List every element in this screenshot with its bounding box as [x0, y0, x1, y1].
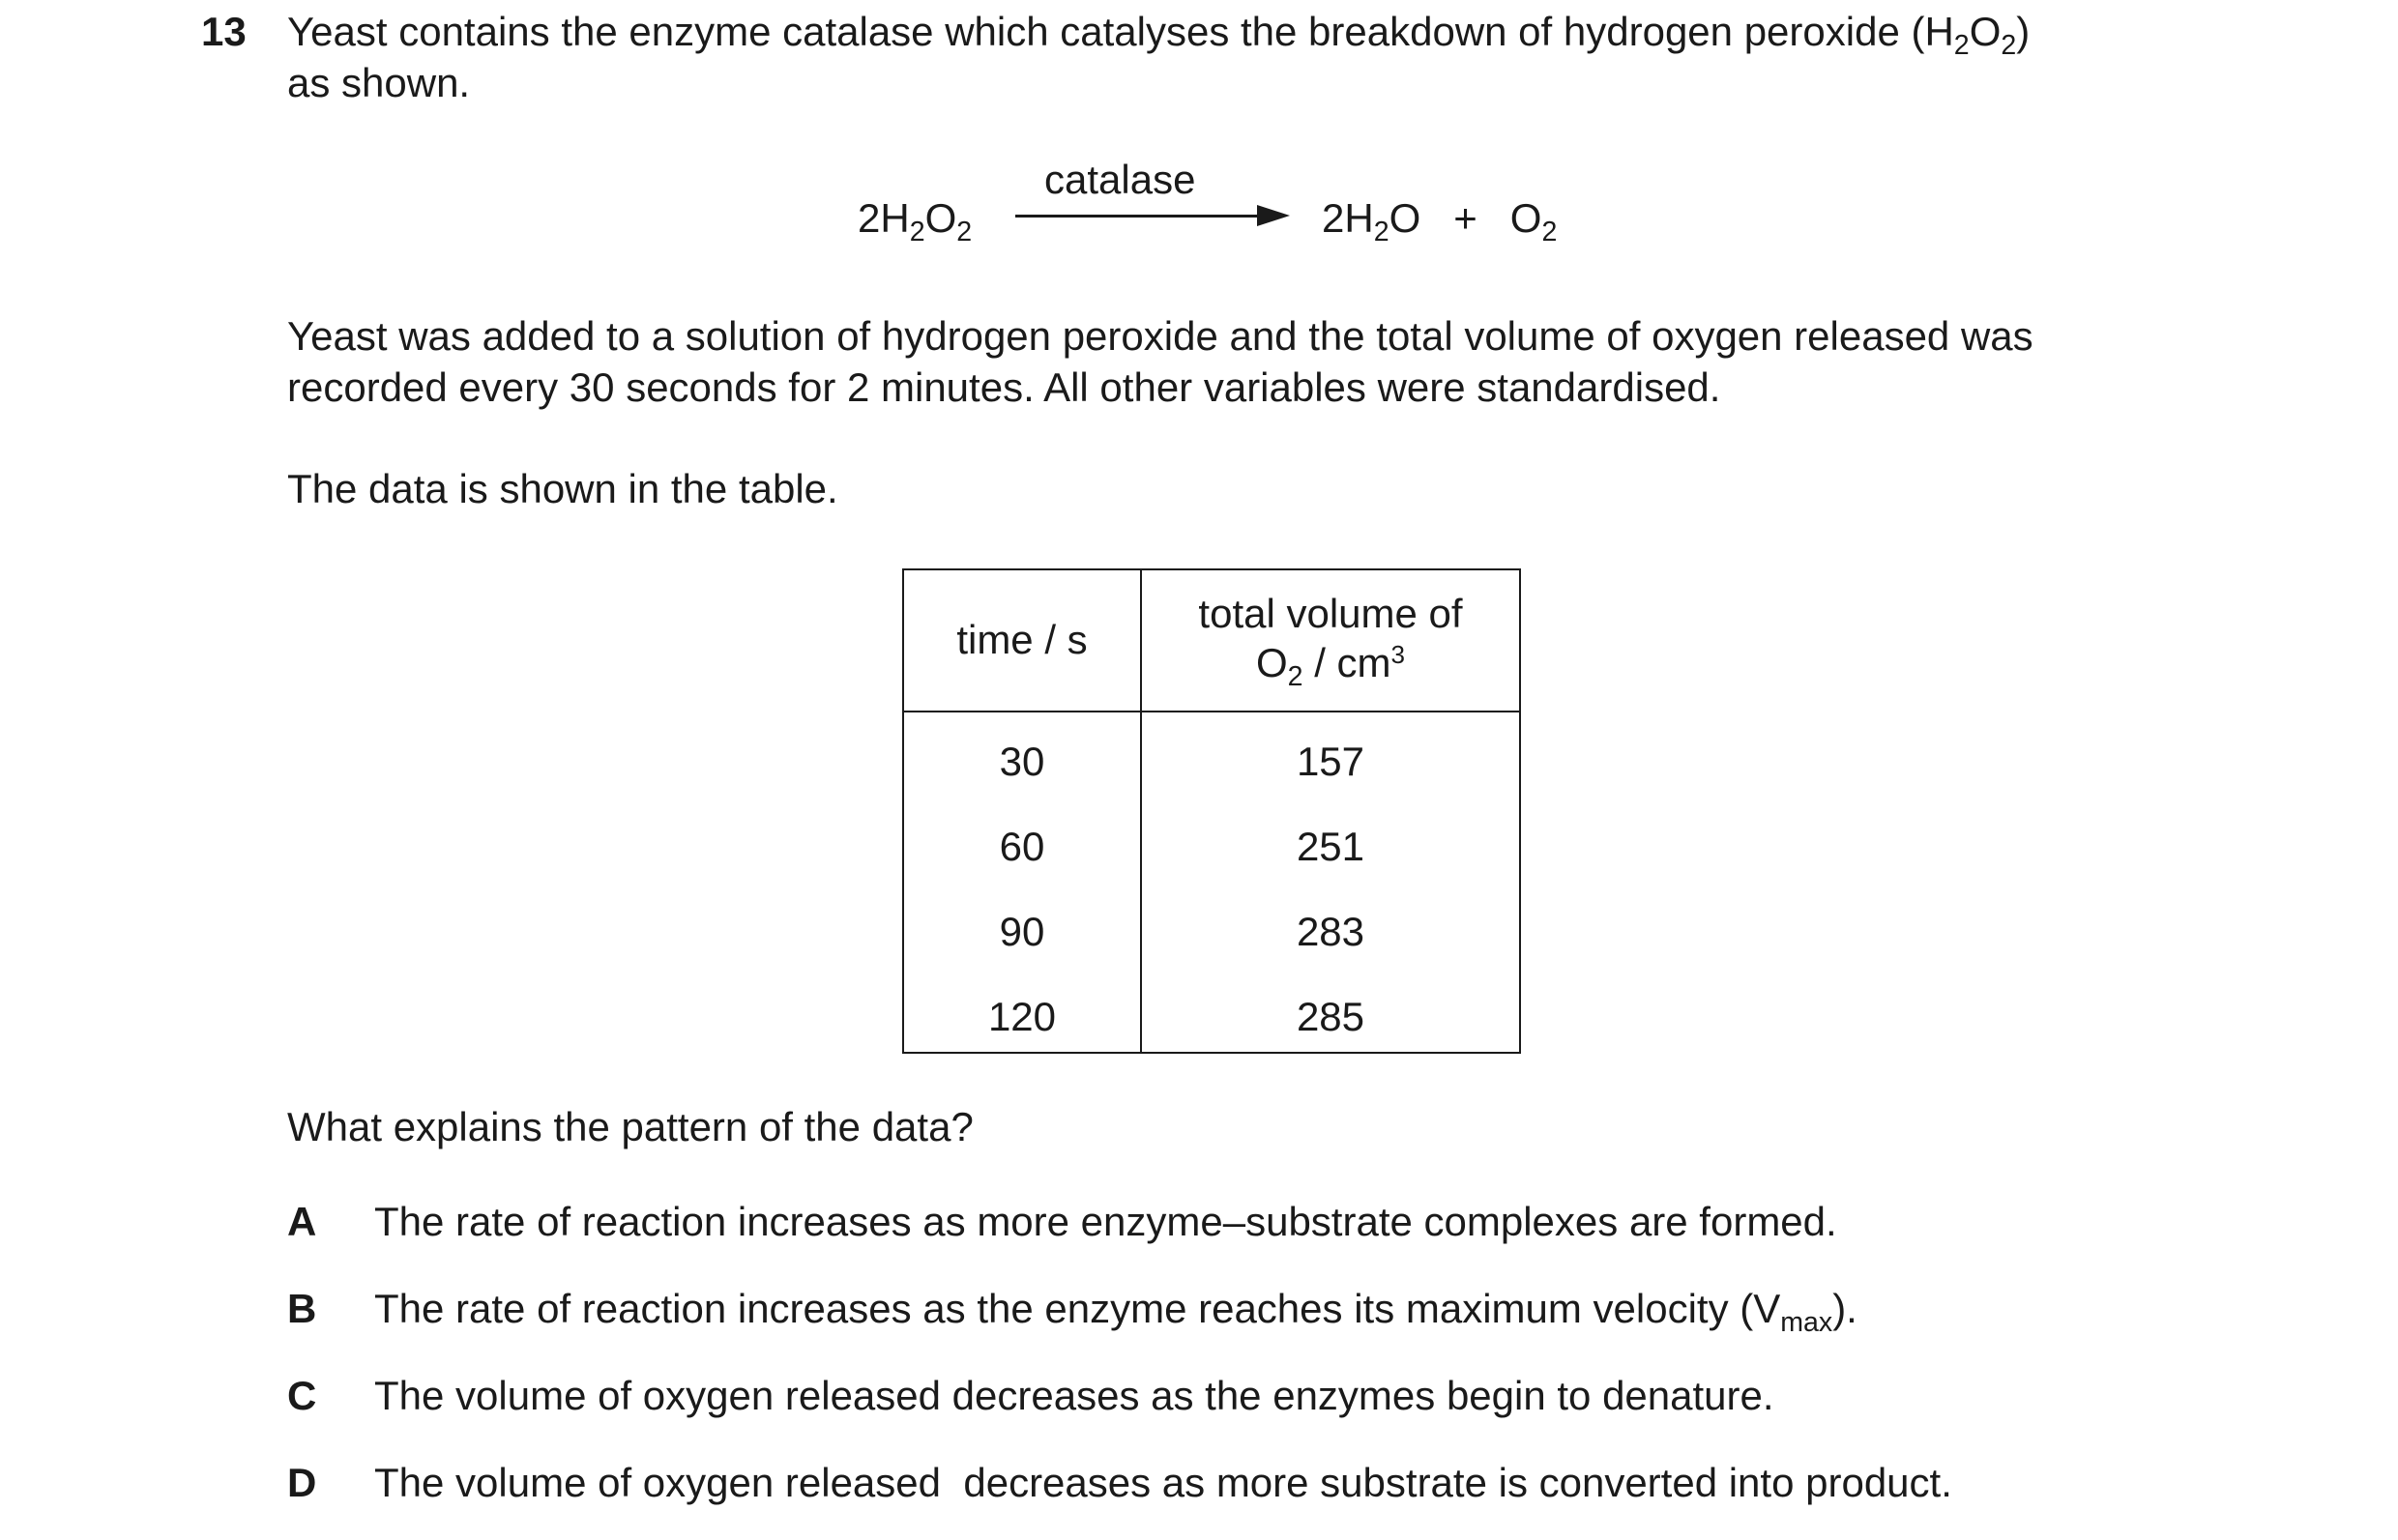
product2-prefix: O — [1509, 195, 1542, 241]
option-c-letter: C — [287, 1373, 317, 1418]
reaction-arrow-head — [1257, 205, 1290, 226]
equation-plus: + — [1453, 195, 1477, 241]
question-intro-line1 — [287, 7, 2031, 62]
reactant-subscript-2: 2 — [956, 217, 973, 248]
question-intro-line2: as shown. — [287, 60, 471, 105]
header-time: time / s — [956, 617, 1088, 662]
product1-subscript: 2 — [1373, 217, 1389, 248]
equation-products — [1322, 193, 1558, 248]
option-a-text: The rate of reaction increases as more enzyme–substrate complexes are formed. — [374, 1199, 1837, 1244]
reactant-subscript-1: 2 — [909, 217, 925, 248]
header-volume-subscript: 2 — [1287, 661, 1303, 693]
header-volume-line2 — [1142, 638, 1519, 693]
paragraph-line1: Yeast was added to a solution of hydrogen peroxide and the total volume of oxygen released was — [287, 313, 2033, 359]
intro-text: Yeast contains the enzyme catalase which catalyses the breakdown of hydrogen peroxide (H — [287, 9, 1954, 54]
option-b-text-end: ). — [1832, 1286, 1857, 1331]
table-row-3-volume: 283 — [1296, 909, 1365, 954]
header-volume-unit: / cm — [1302, 640, 1391, 685]
reactant-mid: O — [924, 195, 957, 241]
question-prompt: What explains the pattern of the data? — [287, 1104, 974, 1149]
table-row-1-time: 30 — [999, 739, 1045, 784]
intro-text-mid: O — [1969, 9, 2002, 54]
table-row-2-volume: 251 — [1296, 824, 1365, 869]
reaction-arrow-line — [1015, 215, 1276, 218]
equation-reactant — [858, 193, 973, 248]
header-volume-o: O — [1255, 640, 1288, 685]
option-d-text: The volume of oxygen released decreases as more substrate is converted into product. — [374, 1460, 1952, 1505]
intro-subscript-1: 2 — [1953, 30, 1970, 62]
table-row-3-time: 90 — [999, 909, 1045, 954]
table-row-4-time: 120 — [987, 994, 1057, 1039]
intro-text-end: ) — [2016, 9, 2031, 54]
intro-subscript-2: 2 — [2001, 30, 2017, 62]
header-volume-superscript: 3 — [1390, 639, 1406, 669]
product1-prefix: 2H — [1322, 195, 1374, 241]
table-intro: The data is shown in the table. — [287, 466, 838, 511]
reactant-prefix: 2H — [858, 195, 910, 241]
option-b-text-main: The rate of reaction increases as the enzyme reaches its maximum velocity (V — [374, 1286, 1781, 1331]
option-b-letter: B — [287, 1286, 317, 1331]
question-number: 13 — [201, 9, 247, 54]
option-b-text — [374, 1284, 1857, 1339]
option-b-subscript: max — [1780, 1307, 1833, 1339]
table-header-divider — [904, 711, 1519, 712]
table-row-4-volume: 285 — [1296, 994, 1365, 1039]
product2-subscript: 2 — [1541, 217, 1558, 248]
table-row-2-time: 60 — [999, 824, 1045, 869]
equation-catalyst-label: catalase — [1044, 157, 1196, 202]
table-row-1-volume: 157 — [1296, 739, 1365, 784]
option-d-letter: D — [287, 1460, 317, 1505]
header-volume-line1: total volume of — [1198, 591, 1463, 636]
product1-suffix: O — [1389, 195, 1421, 241]
option-a-letter: A — [287, 1199, 317, 1244]
data-table — [902, 568, 1521, 1054]
paragraph-line2: recorded every 30 seconds for 2 minutes. All other variables were standardised. — [287, 364, 1721, 410]
option-c-text: The volume of oxygen released decreases as the enzymes begin to denature. — [374, 1373, 1774, 1418]
